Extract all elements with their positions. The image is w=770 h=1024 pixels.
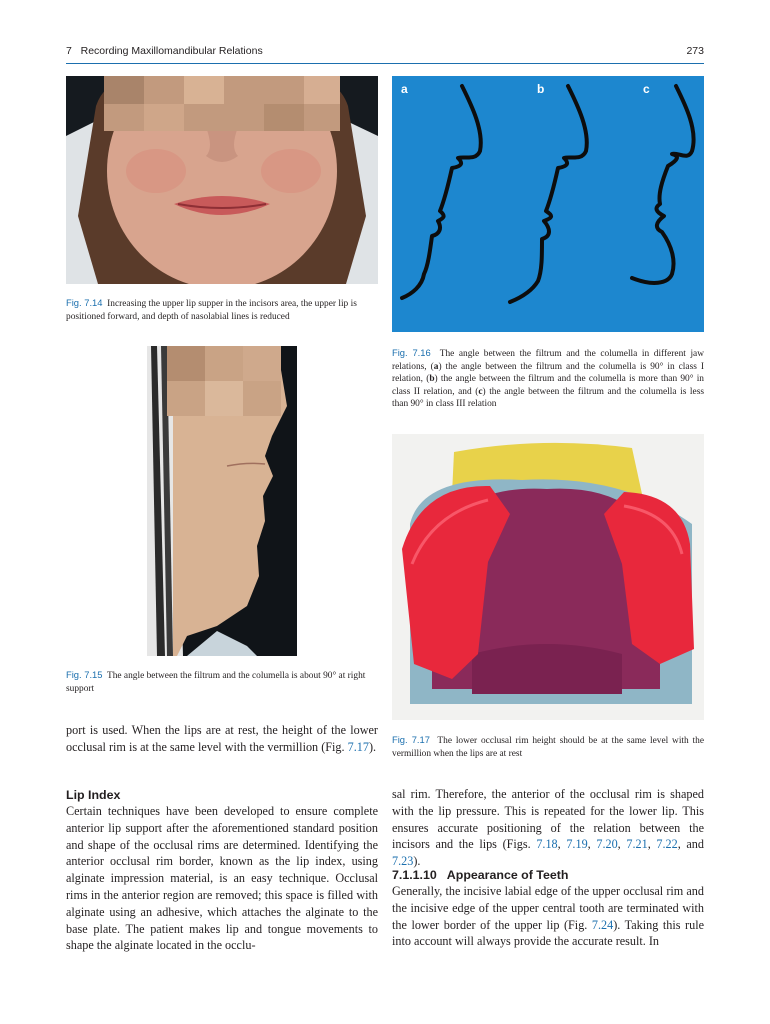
fig-7-16-image bbox=[392, 76, 704, 332]
fig-7-17-caption bbox=[392, 734, 704, 760]
lip-index-paragraph: Certain techniques have been developed to ensure complete anterior lip support after the aforementioned standard position and shape of the occlusal rims are determined. Identifying the anterior occlusal rim border, known as the lip index, using alginate impression material, is an easy technique. Occlusal rims in the anterior region are removed; this space is filled with alginate using an adhesive, which attaches the alginate to the base plate. The patient makes lip and tongue movements to shape the alginate located in the occlu- bbox=[66, 804, 378, 953]
right-para1-text-b: ). bbox=[413, 854, 421, 869]
panel-label-c: c bbox=[643, 82, 650, 96]
right-para2-text-a: Generally, the incisive labial edge of the upper occlusal rim and the incisive edge of the upper central tooth are terminated with the lower border of the upper lip (Fig. bbox=[392, 884, 704, 932]
sep5: , and bbox=[677, 837, 704, 852]
jaw-relation-profiles bbox=[392, 76, 704, 332]
fig-7-15-caption bbox=[66, 669, 378, 695]
chapter-title: Recording Maxillomandibular Relations bbox=[80, 45, 263, 57]
sep2: , bbox=[587, 837, 597, 852]
sep4: , bbox=[647, 837, 657, 852]
header-rule bbox=[66, 63, 704, 64]
fig-7-14-photo bbox=[66, 76, 378, 284]
ref-fig-7-17[interactable]: 7.17 bbox=[347, 739, 369, 754]
right-para1-text-a: sal rim. Therefore, the anterior of the occlusal rim is shaped with the lip pressure. This is repeated for the lower lip. This ensures accurate positioning of the relation between the incisors and the lips (Figs. bbox=[392, 787, 704, 852]
fig-7-15-label: Fig. 7.15 bbox=[66, 669, 103, 680]
fig-7-15-caption-text: The angle between the filtrum and the columella is about 90° at right support bbox=[66, 671, 366, 694]
panel-label-a: a bbox=[401, 82, 408, 96]
section-number: 7.1.1.10 bbox=[392, 868, 437, 882]
lip-index-heading: Lip Index bbox=[66, 788, 121, 802]
ref-fig-7-20[interactable]: 7.20 bbox=[596, 837, 618, 852]
running-header bbox=[66, 45, 263, 57]
cap16-part0: The angle between the filtrum and the columella in different jaw relations, ( bbox=[392, 349, 704, 372]
cap16-c: c bbox=[478, 386, 483, 397]
cap16-part6: ) the angle between the filtrum and the columella is less than 90° in class III relation bbox=[392, 386, 704, 410]
right-para2-text-b: ). Taking this rule into account will always provide the accurate result. In bbox=[392, 917, 704, 949]
section-heading-appearance-of-teeth bbox=[392, 868, 568, 882]
fig-7-14-caption bbox=[66, 297, 378, 323]
fig-7-14-label: Fig. 7.14 bbox=[66, 297, 103, 308]
cap16-part4: ) the angle between the filtrum and the columella is more than 90° in class II relation, and ( bbox=[392, 374, 704, 397]
occlusal-rim-image bbox=[392, 434, 704, 720]
left-para-text-a: port is used. When the lips are at rest, the height of the lower occlusal rim is at the same level with the vermillion (Fig. bbox=[66, 723, 378, 754]
fig-7-17-photo bbox=[392, 434, 704, 720]
fig-7-16-label: Fig. 7.16 bbox=[392, 347, 431, 358]
ref-fig-7-22[interactable]: 7.22 bbox=[656, 837, 678, 852]
sep3: , bbox=[617, 837, 627, 852]
cap16-a: a bbox=[433, 361, 439, 372]
frontal-face-image bbox=[66, 76, 378, 284]
page-number: 273 bbox=[686, 45, 704, 57]
cap16-part2: ) the angle between the filtrum and the columella is 90° in class I relation, ( bbox=[392, 361, 704, 385]
ref-fig-7-21[interactable]: 7.21 bbox=[626, 837, 648, 852]
fig-7-17-caption-text: The lower occlusal rim height should be at the same level with the vermillion when the lips are at rest bbox=[392, 736, 704, 759]
sep1: , bbox=[557, 837, 567, 852]
cap16-b: b bbox=[429, 374, 435, 385]
right-paragraph-1 bbox=[392, 786, 704, 870]
section-title: Appearance of Teeth bbox=[446, 868, 569, 882]
profile-face-image bbox=[147, 346, 297, 656]
right-paragraph-2 bbox=[392, 883, 704, 950]
ref-fig-7-23[interactable]: 7.23 bbox=[392, 854, 414, 869]
ref-fig-7-19[interactable]: 7.19 bbox=[566, 837, 588, 852]
panel-label-b: b bbox=[537, 82, 545, 96]
left-para-text-b: ). bbox=[368, 739, 377, 754]
left-paragraph-continuation bbox=[66, 722, 378, 756]
ref-fig-7-18[interactable]: 7.18 bbox=[536, 837, 558, 852]
fig-7-17-label: Fig. 7.17 bbox=[392, 734, 430, 745]
chapter-number: 7 bbox=[66, 45, 72, 57]
fig-7-16-caption bbox=[392, 347, 704, 411]
fig-7-14-caption-text: Increasing the upper lip supper in the incisors area, the upper lip is positioned forward, and depth of nasolabial lines is reduced bbox=[66, 299, 357, 322]
fig-7-15-photo bbox=[147, 346, 297, 656]
ref-fig-7-24[interactable]: 7.24 bbox=[591, 917, 614, 932]
